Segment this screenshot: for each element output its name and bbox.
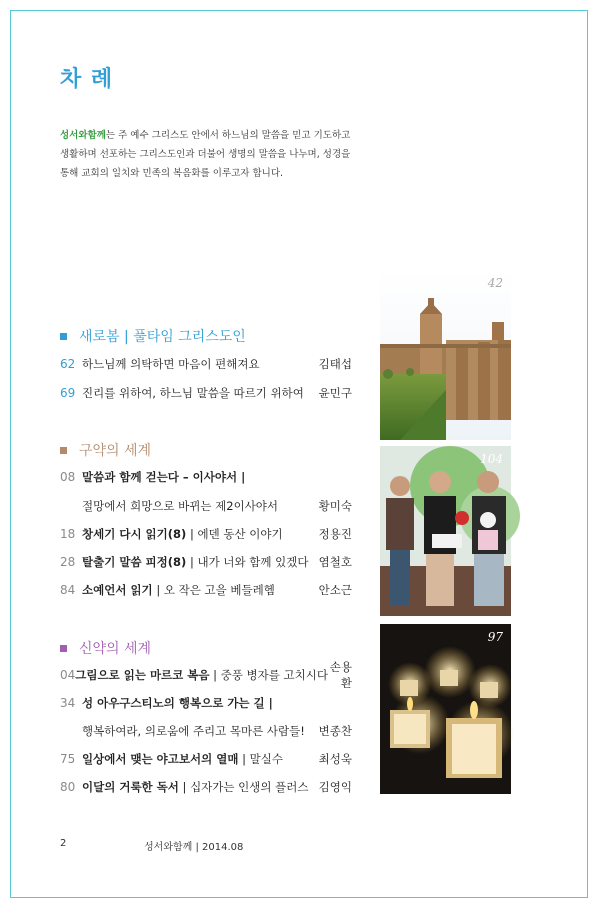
toc-title: 탈출기 말씀 피정(8) | 내가 너와 함께 있겠다	[82, 555, 309, 569]
intro-brand: 성서와함께	[60, 130, 106, 141]
section-title: 구약의 세계	[79, 443, 152, 459]
bullet-square-icon	[60, 645, 67, 652]
toc-entry[interactable]	[60, 354, 352, 374]
section-heading-new-testament[interactable]	[60, 638, 151, 658]
toc-entry-continued[interactable]	[60, 721, 352, 741]
photo-page-number: 97	[487, 630, 503, 644]
toc-page-number: 04	[60, 668, 76, 682]
toc-title: 성 아우구스티노의 행복으로 가는 길 |	[82, 696, 273, 710]
toc-title: 창세기 다시 읽기(8) | 에덴 동산 이야기	[82, 527, 283, 541]
photo-page-number: 104	[480, 452, 503, 466]
toc-title: 이달의 거룩한 독서 | 십자가는 인생의 플러스	[82, 780, 309, 794]
family-portrait-illustration	[380, 446, 511, 616]
background-watermark	[180, 20, 193, 61]
bullet-square-icon	[60, 333, 67, 340]
section-title: 새로봄 | 풀타임 그리스도인	[79, 329, 246, 345]
intro-text: 는 주 예수 그리스도 안에서 하느님의 말씀을 믿고 기도하고 생활하며 선포하는 그리스도인과 더불어 생명의 말씀을 나누며, 성경을 통해 교회의 일치와 민족의 복음화를 이루고자 합니다.	[60, 130, 351, 179]
toc-entry[interactable]	[60, 467, 352, 487]
toc-author: 염철호	[318, 555, 352, 569]
toc-author: 손용환	[329, 660, 352, 690]
toc-author: 김영익	[318, 780, 352, 794]
toc-entry[interactable]	[60, 660, 352, 690]
bullet-square-icon	[60, 447, 67, 454]
toc-title: 일상에서 맺는 야고보서의 열매 | 말실수	[82, 752, 283, 766]
toc-author: 김태섭	[318, 357, 352, 371]
toc-title: 소예언서 읽기 | 오 작은 고을 베들레헴	[82, 583, 275, 597]
toc-entry[interactable]	[60, 383, 352, 403]
toc-title: 행복하여라, 의로움에 주리고 목마른 사람들!	[82, 724, 305, 738]
toc-title: 그림으로 읽는 마르코 복음 | 중풍 병자를 고치시다	[75, 668, 328, 682]
toc-entry[interactable]	[60, 749, 352, 769]
toc-author: 정용진	[318, 527, 352, 541]
toc-page-number: 18	[60, 527, 76, 541]
page-footer	[60, 838, 243, 853]
footer-publication: 성서와함께 | 2014.08	[144, 842, 244, 853]
toc-page-number: 80	[60, 780, 76, 794]
section-heading-old-testament[interactable]	[60, 440, 151, 460]
toc-author: 변종찬	[318, 724, 352, 738]
page-title: 차 례	[60, 67, 114, 92]
toc-entry[interactable]	[60, 777, 352, 797]
toc-entry[interactable]	[60, 580, 352, 600]
photo-page-number: 42	[487, 276, 503, 290]
family-portrait-photo[interactable]	[380, 446, 511, 616]
section-heading-new-spring[interactable]	[60, 326, 246, 346]
castle-walls-photo[interactable]	[380, 270, 511, 440]
toc-page-number: 75	[60, 752, 76, 766]
toc-page-number: 08	[60, 470, 76, 484]
toc-author: 윤민구	[318, 386, 352, 400]
footer-page-number: 2	[60, 838, 67, 849]
toc-entry[interactable]	[60, 552, 352, 572]
toc-entry-continued[interactable]	[60, 496, 352, 516]
toc-page-number: 69	[60, 386, 76, 400]
toc-page-number: 62	[60, 357, 76, 371]
intro-paragraph	[60, 126, 360, 183]
toc-title: 절망에서 희망으로 바뀌는 제2이사야서	[82, 499, 279, 513]
toc-title: 진리를 위하여, 하느님 말씀을 따르기 위하여	[82, 386, 304, 400]
toc-title: 하느님께 의탁하면 마음이 편해져요	[82, 357, 260, 371]
castle-walls-illustration	[380, 270, 511, 440]
toc-page-number: 28	[60, 555, 76, 569]
toc-title: 말씀과 함께 걷는다 – 이사야서 |	[82, 470, 246, 484]
toc-page-number: 84	[60, 583, 76, 597]
candles-illustration	[380, 624, 511, 794]
toc-author: 안소근	[318, 583, 352, 597]
section-title: 신약의 세계	[79, 641, 152, 657]
toc-author: 최성욱	[318, 752, 352, 766]
toc-entry[interactable]	[60, 524, 352, 544]
toc-author: 황미숙	[318, 499, 352, 513]
toc-page-number: 34	[60, 696, 76, 710]
candles-photo[interactable]	[380, 624, 511, 794]
toc-entry[interactable]	[60, 693, 352, 713]
